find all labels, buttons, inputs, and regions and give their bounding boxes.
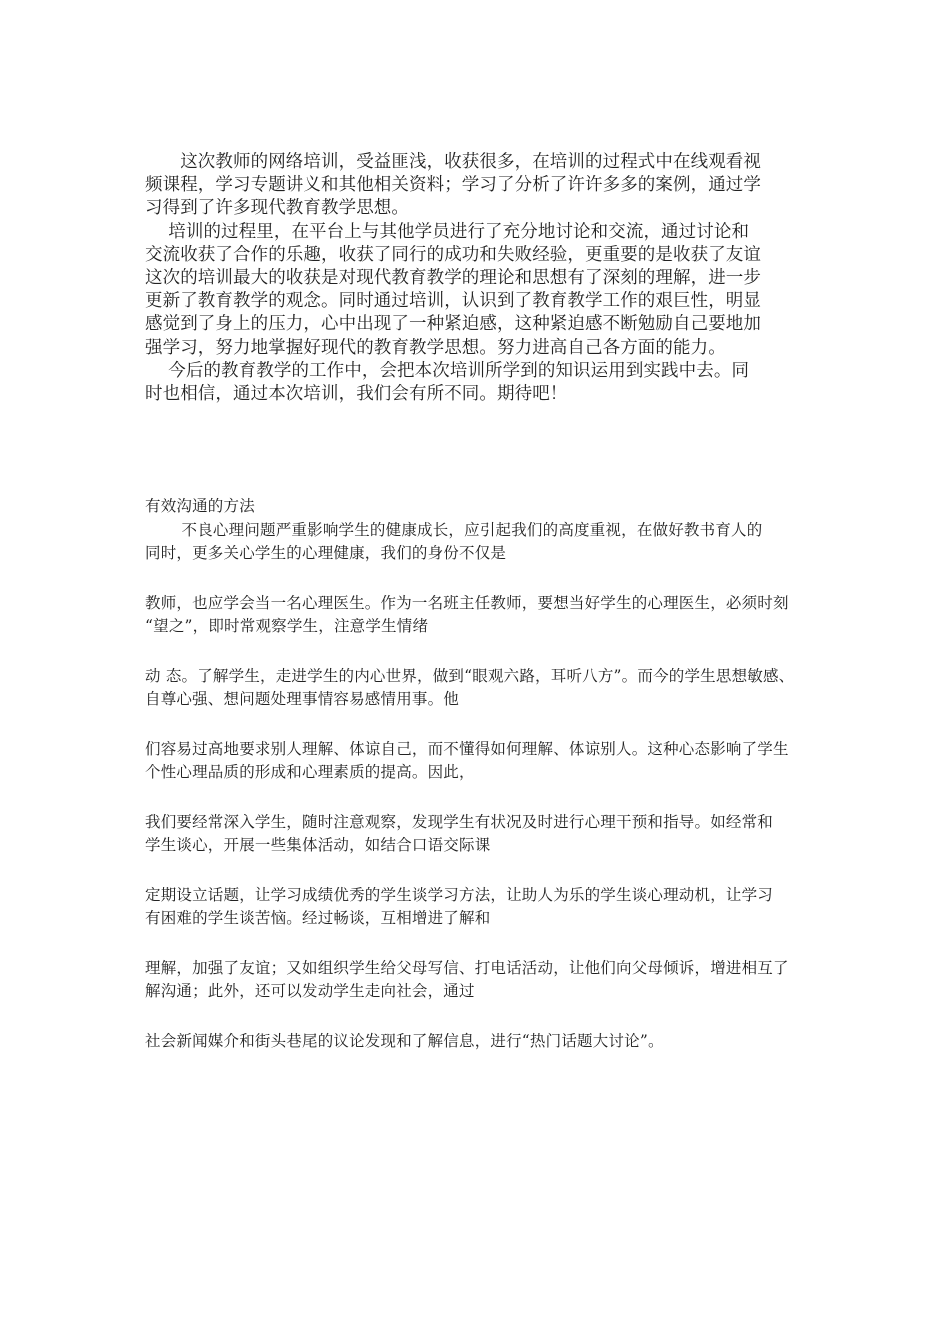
paragraph-gap [145, 785, 825, 811]
paragraph [145, 957, 825, 1004]
text-line: 们容易过高地要求别人理解、体谅自己，而不懂得如何理解、体谅别人。这种心态影响了学生 [145, 739, 789, 758]
text-line: 自尊心强、想问题处理事情容易感情用事。他 [145, 690, 460, 708]
paragraph [145, 811, 825, 858]
text-line: 我们要经常深入学生，随时注意观察，发现学生有状况及时进行心理干预和指导。如经常和 [145, 812, 774, 831]
text-line: 解沟通；此外，还可以发动学生走向社会，通过 [145, 982, 475, 1000]
training-reflection-section [145, 151, 810, 406]
paragraph [145, 519, 825, 566]
text-line: 这次教师的网络培训，受益匪浅，收获很多，在培训的过程式中在线观看视 [145, 152, 761, 172]
paragraph [145, 738, 825, 785]
text-line: 个性心理品质的形成和心理素质的提高。因此， [145, 763, 475, 781]
paragraph-gap [145, 931, 825, 957]
text-line: 交流收获了合作的乐趣，收获了同行的成功和失败经验，更重要的是收获了友谊 [145, 244, 761, 265]
text-line: 社会新闻媒介和街头巷尾的议论发现和了解信息，进行“热门话题大讨论”。 [145, 1031, 664, 1050]
text-line: 更新了教育教学的观念。同时通过培训，认识到了教育教学工作的艰巨性，明显 [145, 291, 761, 312]
text-line: 时也相信，通过本次培训，我们会有所不同。期待吧！ [145, 383, 568, 404]
text-line: 频课程，学习专题讲义和其他相关资料；学习了分析了许许多多的案例，通过学 [145, 175, 761, 196]
section-heading: 有效沟通的方法 [145, 497, 255, 515]
text-line: 不良心理问题严重影响学生的健康成长，应引起我们的高度重视，在做好教书育人的 [145, 520, 763, 539]
text-line: 同时，更多关心学生的心理健康，我们的身份不仅是 [145, 544, 507, 562]
text-line: 学生谈心，开展一些集体活动，如结合口语交际课 [145, 836, 491, 854]
text-line: 理解，加强了友谊；又如组织学生给父母写信、打电话活动，让他们向父母倾诉，增进相互了 [145, 958, 789, 977]
text-line: 习得到了许多现代教育教学思想。 [145, 198, 409, 219]
paragraph-gap [145, 858, 825, 884]
paragraph [145, 884, 825, 931]
text-line: 今后的教育教学的工作中，会把本次培训所学到的知识运用到实践中去。同 [145, 360, 750, 381]
paragraph-gap [145, 566, 825, 592]
text-line: 感觉到了身上的压力，心中出现了一种紧迫感，这种紧迫感不断勉励自己要地加 [145, 314, 761, 335]
paragraph-gap [145, 639, 825, 665]
text-line: 教师，也应学会当一名心理医生。作为一名班主任教师，要想当好学生的心理医生，必须时刻 [145, 593, 789, 612]
text-line: 培训的过程里，在平台上与其他学员进行了充分地讨论和交流，通过讨论和 [145, 221, 750, 242]
paragraph-gap [145, 712, 825, 738]
text-line: 定期设立话题，让学习成绩优秀的学生谈学习方法，让助人为乐的学生谈心理动机，让学习 [145, 885, 774, 904]
paragraph-gap [145, 1004, 825, 1030]
text-line: 这次的培训最大的收获是对现代教育教学的理论和思想有了深刻的理解，进一步 [145, 267, 761, 288]
text-line: 有困难的学生谈苦恼。经过畅谈，互相增进了解和 [145, 909, 491, 927]
communication-methods-section [145, 495, 825, 1053]
paragraph [145, 665, 825, 712]
text-line: “望之”，即时常观察学生，注意学生情绪 [145, 617, 429, 635]
paragraph [145, 1030, 825, 1054]
text-line: 动 态。了解学生，走进学生的内心世界，做到“眼观六路，耳听八方”。而今的学生思想敏感、 [145, 666, 795, 685]
text-line: 强学习，努力地掌握好现代的教育教学思想。努力进高自己各方面的能力。 [145, 337, 726, 358]
paragraph [145, 592, 825, 639]
